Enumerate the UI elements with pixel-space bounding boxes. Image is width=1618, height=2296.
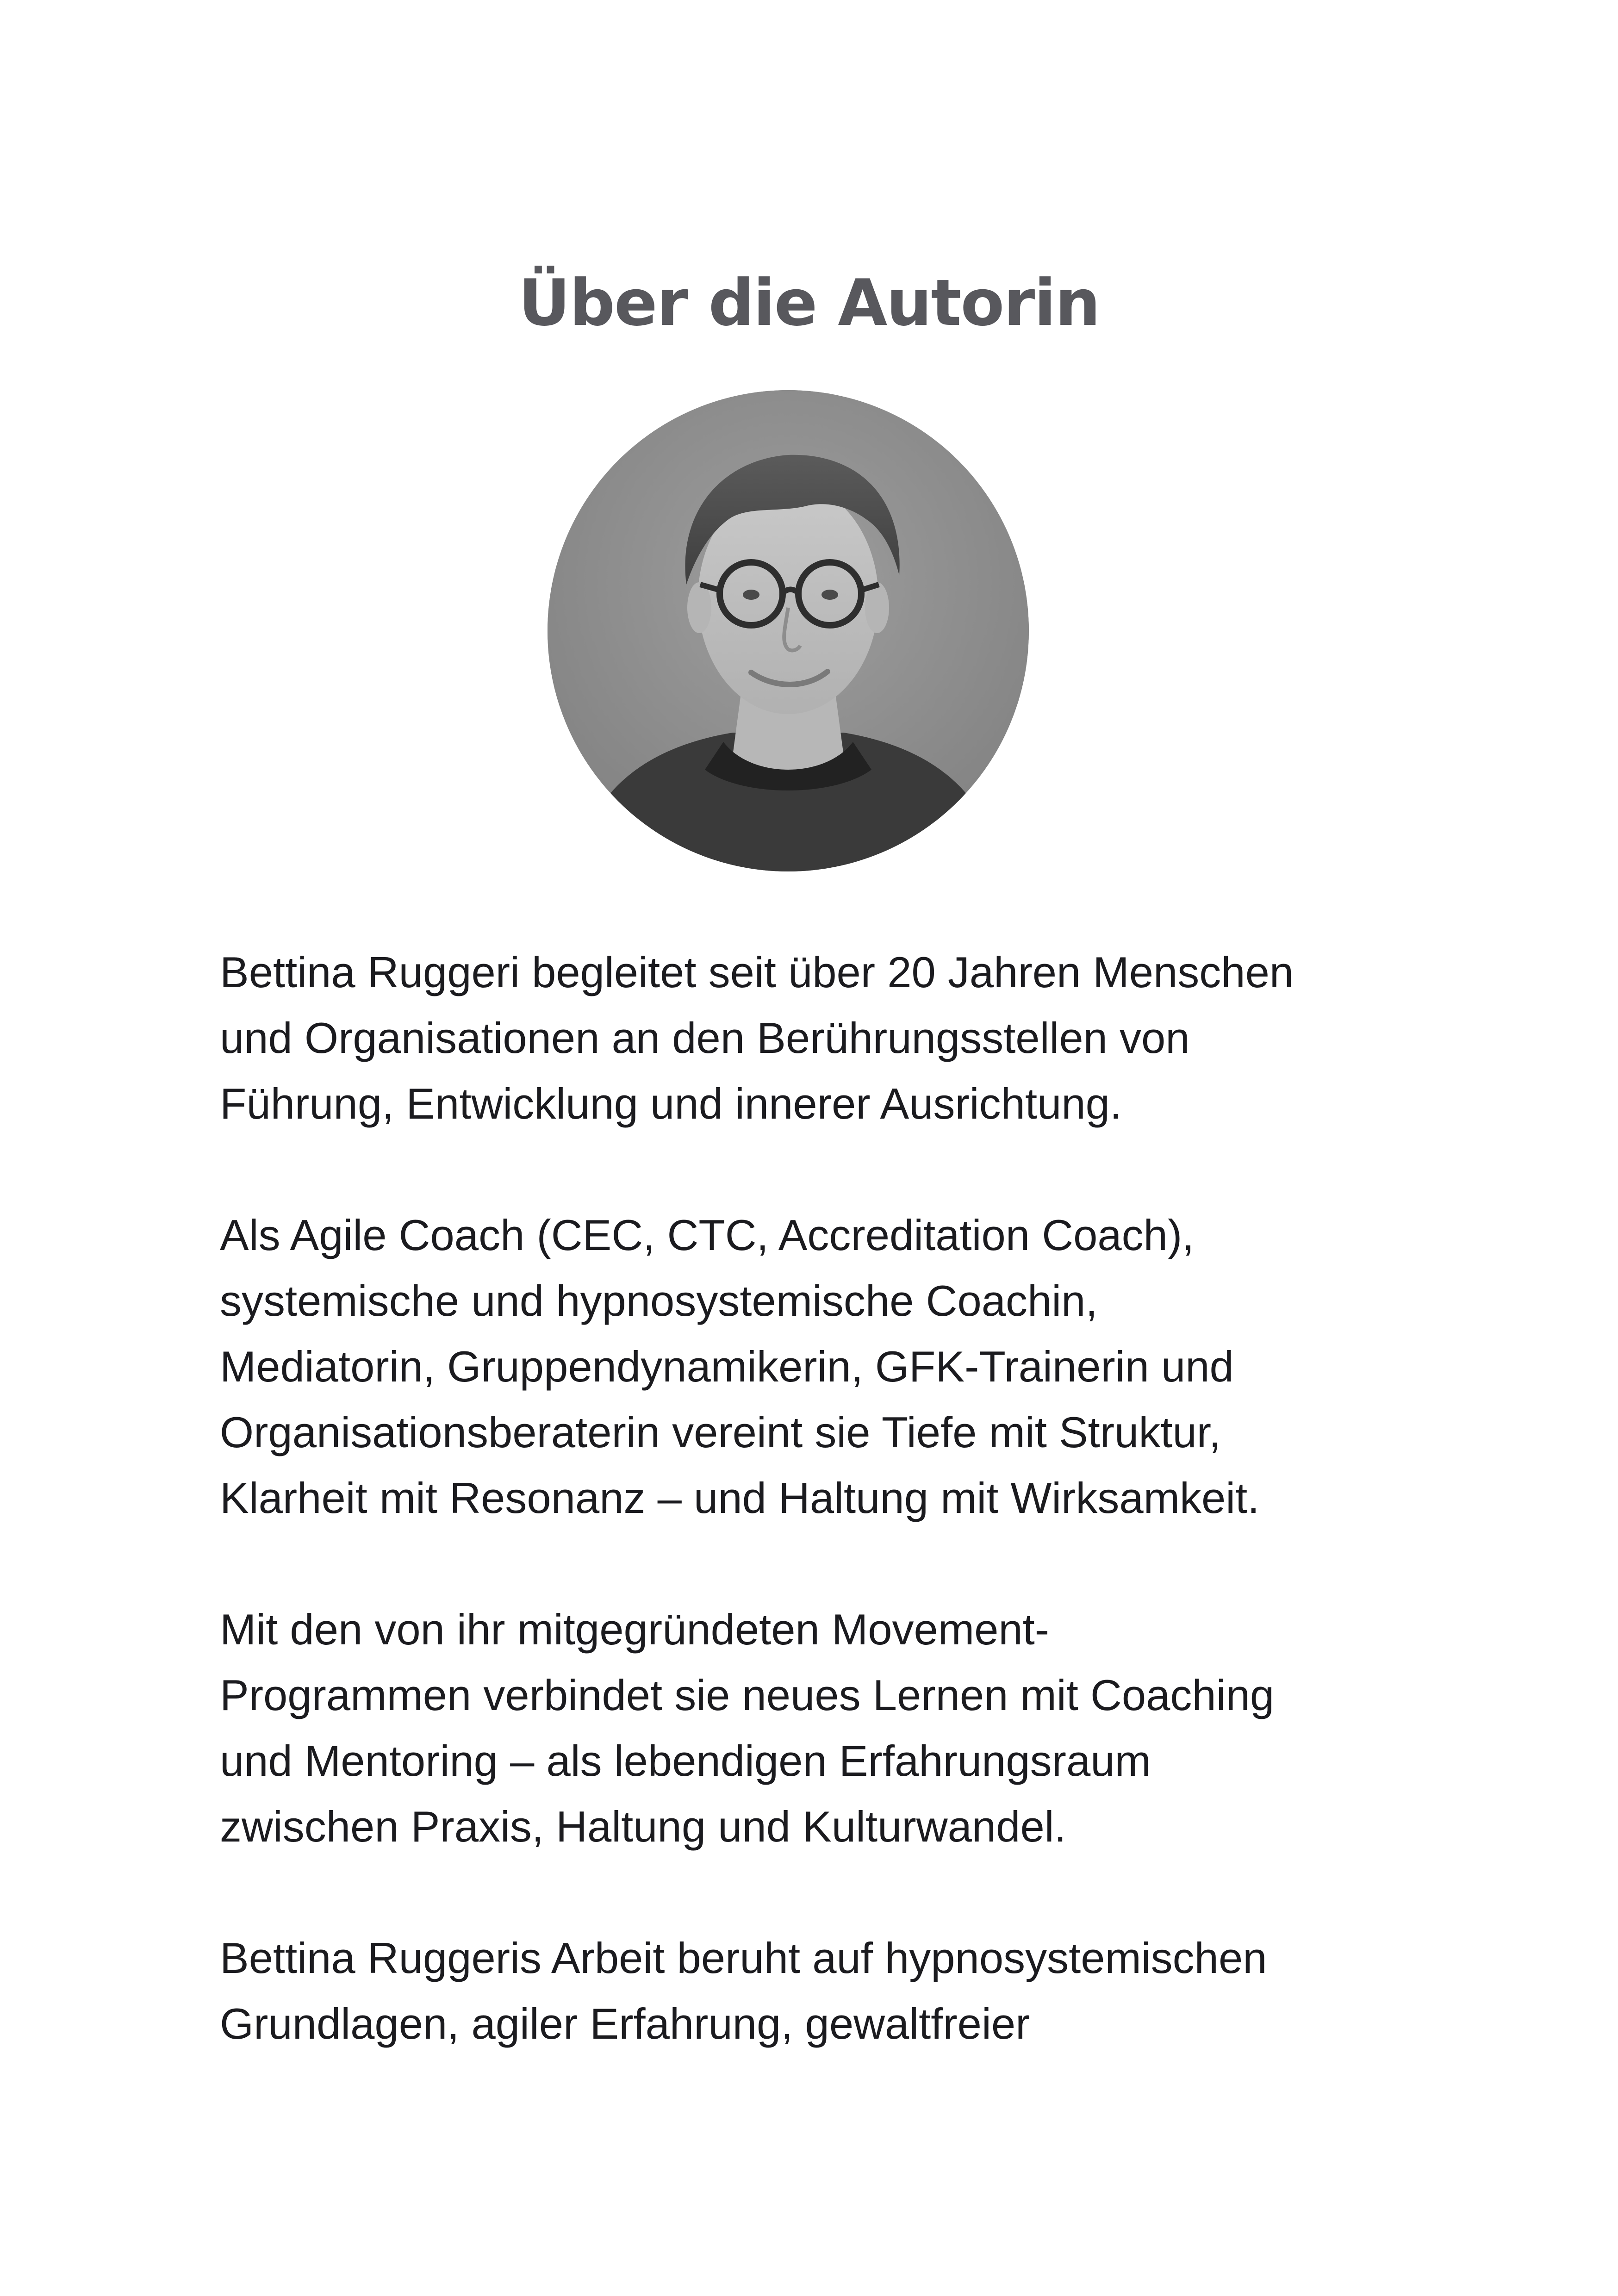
bio-paragraph: [220, 1202, 1405, 1531]
bio-line: Bettina Ruggeris Arbeit beruht auf hypnosystemischen: [220, 1934, 1267, 1982]
bio-line: Mediatorin, Gruppendynamikerin, GFK-Trainerin und: [220, 1342, 1234, 1391]
bio-line: Programmen verbindet sie neues Lernen mit Coaching: [220, 1671, 1275, 1719]
author-portrait-icon: [548, 390, 1029, 871]
bio-paragraph: [220, 1597, 1405, 1860]
bio-line: Bettina Ruggeri begleitet seit über 20 Jahren Menschen: [220, 948, 1294, 996]
bio-line: systemische und hypnosystemische Coachin,: [220, 1276, 1098, 1325]
bio-line: Grundlagen, agiler Erfahrung, gewaltfreier: [220, 1999, 1030, 2048]
author-bio: [220, 940, 1405, 2057]
bio-line: Als Agile Coach (CEC, CTC, Accreditation Coach),: [220, 1211, 1195, 1259]
bio-line: Organisationsberaterin vereint sie Tiefe mit Struktur,: [220, 1408, 1221, 1456]
bio-line: und Organisationen an den Berührungsstellen von: [220, 1014, 1190, 1062]
bio-paragraph: [220, 1925, 1405, 2057]
bio-line: zwischen Praxis, Haltung und Kulturwandel.: [220, 1802, 1066, 1851]
bio-line: Klarheit mit Resonanz – und Haltung mit Wirksamkeit.: [220, 1474, 1260, 1522]
page-title: Über die Autorin: [518, 266, 1100, 340]
author-portrait: [548, 390, 1029, 871]
bio-paragraph: [220, 940, 1405, 1137]
bio-line: Mit den von ihr mitgegründeten Movement-: [220, 1605, 1050, 1654]
bio-line: und Mentoring – als lebendigen Erfahrungsraum: [220, 1736, 1151, 1785]
bio-line: Führung, Entwicklung und innerer Ausrichtung.: [220, 1079, 1122, 1128]
